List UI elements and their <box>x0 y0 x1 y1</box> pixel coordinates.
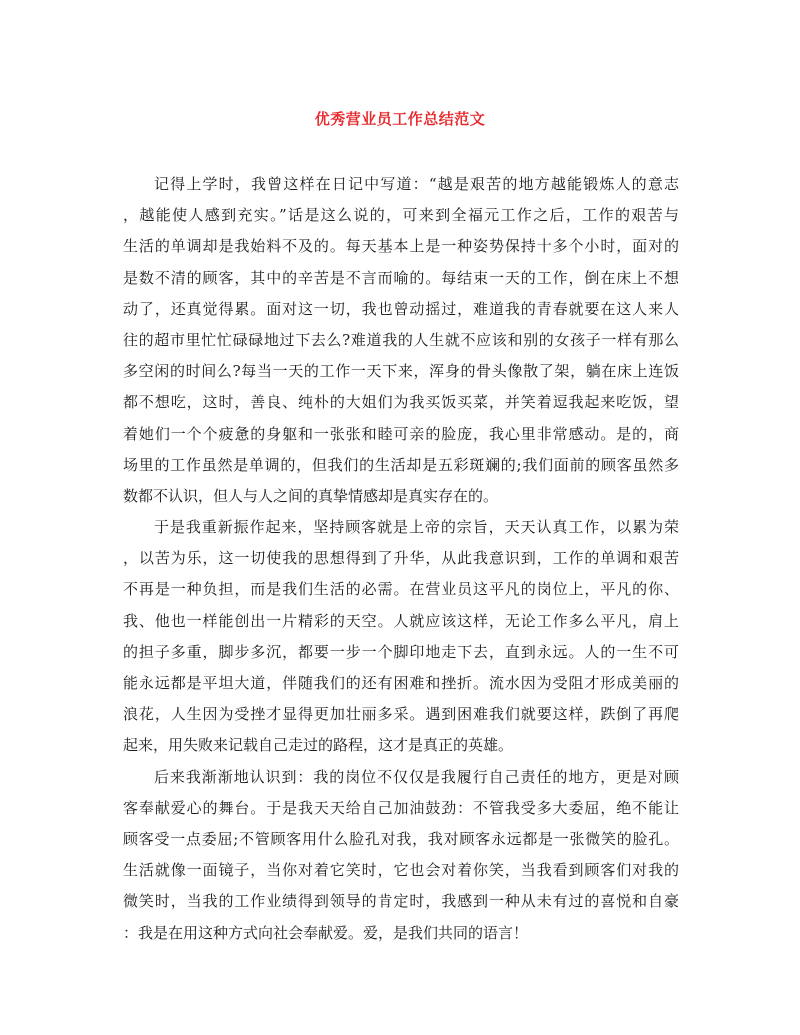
paragraph-line: 浪花，人生因为受挫才显得更加壮丽多采。遇到困难我们就要这样，跌倒了再爬 <box>123 705 679 724</box>
paragraph-line: 数都不认识，但人与人之间的真挚情感却是真实存在的。 <box>123 486 499 505</box>
paragraph-1 <box>123 169 679 512</box>
paragraph-line: 于是我重新振作起来，坚持顾客就是上帝的宗旨，天天认真工作，以累为荣 <box>154 518 679 537</box>
paragraph-3 <box>123 762 679 949</box>
paragraph-line: 后来我渐渐地认识到：我的岗位不仅仅是我履行自己责任的地方，更是对顾 <box>154 767 679 786</box>
paragraph-line: 场里的工作虽然是单调的，但我们的生活却是五彩斑斓的;我们面前的顾客虽然多 <box>123 455 679 474</box>
paragraph-line: 是数不清的顾客，其中的辛苦是不言而喻的。每结束一天的工作，倒在床上不想 <box>123 268 679 287</box>
paragraph-line: 生活就像一面镜子，当你对着它笑时，它也会对着你笑，当我看到顾客们对我的 <box>123 861 679 880</box>
paragraph-line: 往的超市里忙忙碌碌地过下去么?难道我的人生就不应该和别的女孩子一样有那么 <box>123 330 679 349</box>
paragraph-line: 顾客受一点委屈;不管顾客用什么脸孔对我，我对顾客永远都是一张微笑的脸孔。 <box>123 829 679 848</box>
paragraph-line: 都不想吃，这时，善良、纯朴的大姐们为我买饭买菜，并笑着逗我起来吃饭，望 <box>123 393 679 412</box>
paragraph-line: 起来，用失败来记载自己走过的路程，这才是真正的英雄。 <box>123 736 514 755</box>
document-body <box>123 169 679 949</box>
paragraph-line: 能永远都是平坦大道，伴随我们的还有困难和挫折。流水因为受阻才形成美丽的 <box>123 674 679 692</box>
paragraph-line: 不再是一种负担，而是我们生活的必需。在营业员这平凡的岗位上，平凡的你、 <box>123 580 679 599</box>
paragraph-line: 我、他也一样能创出一片精彩的天空。人就应该这样，无论工作多么平凡，肩上 <box>123 611 679 630</box>
document-title: 优秀营业员工作总结范文 <box>314 110 486 128</box>
paragraph-line: 记得上学时，我曾这样在日记中写道：“越是艰苦的地方越能锻炼人的意志 <box>154 175 679 193</box>
paragraph-line: ：我是在用这种方式向社会奉献爱。爱，是我们共同的语言！ <box>123 923 529 942</box>
paragraph-line: 的担子多重，脚步多沉，都要一步一个脚印地走下去，直到永远。人的一生不可 <box>123 642 679 661</box>
paragraph-line: 生活的单调却是我始料不及的。每天基本上是一种姿势保持十多个小时，面对的 <box>123 237 679 256</box>
paragraph-line: 客奉献爱心的舞台。于是我天天给自己加油鼓劲：不管我受多大委屈，绝不能让 <box>123 798 679 817</box>
paragraph-line: 动了，还真觉得累。面对这一切，我也曾动摇过，难道我的青春就要在这人来人 <box>123 299 679 318</box>
paragraph-line: 微笑时，当我的工作业绩得到领导的肯定时，我感到一种从未有过的喜悦和自豪 <box>123 892 679 911</box>
paragraph-line: ，以苦为乐，这一切使我的思想得到了升华，从此我意识到，工作的单调和艰苦 <box>123 549 679 568</box>
paragraph-line: ，越能使人感到充实。”话是这么说的，可来到全福元工作之后，工作的艰苦与 <box>123 206 679 225</box>
paragraph-line: 多空闲的时间么?每当一天的工作一天下来，浑身的骨头像散了架，躺在床上连饭 <box>123 362 679 381</box>
paragraph-line: 着她们一个个疲惫的身躯和一张张和睦可亲的脸庞，我心里非常感动。是的，商 <box>123 424 679 443</box>
paragraph-2 <box>123 512 679 762</box>
